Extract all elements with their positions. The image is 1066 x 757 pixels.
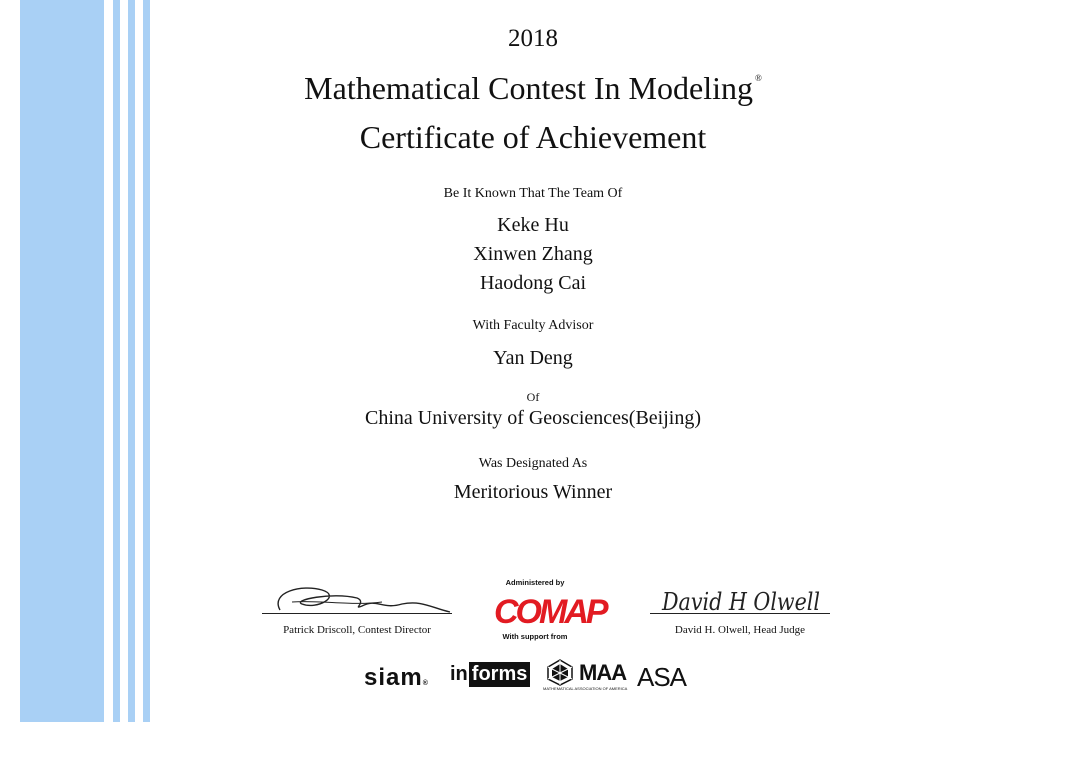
certificate-year: 2018: [508, 25, 558, 52]
comap-logo: [490, 587, 606, 631]
advisor-intro: With Faculty Advisor: [472, 318, 594, 333]
team-member: Xinwen Zhang: [473, 243, 593, 265]
maa-logo-text: MAA: [579, 660, 627, 685]
certificate-title: Certificate of Achievement: [359, 119, 707, 155]
asa-logo: ASA: [637, 662, 687, 692]
registered-mark: ®: [754, 73, 762, 83]
sponsor-logos: [360, 658, 700, 694]
comap-logo-text: COMAP: [494, 593, 606, 631]
with-support-label: With support from: [502, 632, 568, 641]
head-judge-signature-text: David H Olwell: [661, 588, 820, 616]
team-member: Keke Hu: [497, 214, 569, 236]
maa-subtitle: MATHEMATICAL ASSOCIATION OF AMERICA: [543, 686, 628, 691]
head-judge-caption: David H. Olwell, Head Judge: [674, 624, 806, 636]
contest-title: Mathematical Contest In Modeling ®: [304, 70, 762, 106]
institution-name: China University of Geosciences(Beijing): [364, 407, 702, 429]
signature-line: [650, 613, 830, 614]
designation-intro: Was Designated As: [478, 456, 588, 471]
signature-line: [262, 613, 452, 614]
team-intro: Be It Known That The Team Of: [443, 186, 623, 201]
informs-logo: in forms: [450, 662, 530, 687]
contest-director-signature-icon: [262, 580, 452, 616]
siam-logo: siam®: [364, 664, 429, 691]
team-member: Haodong Cai: [479, 272, 587, 294]
maa-emblem-icon: [545, 658, 575, 686]
administered-by-label: Administered by: [505, 578, 565, 587]
of-label: Of: [526, 390, 540, 404]
contest-director-caption: Patrick Driscoll, Contest Director: [283, 624, 431, 636]
advisor-name: Yan Deng: [493, 347, 573, 369]
designation: Meritorious Winner: [453, 481, 613, 503]
maa-logo: [543, 658, 633, 694]
head-judge-signature-icon: [650, 580, 830, 616]
